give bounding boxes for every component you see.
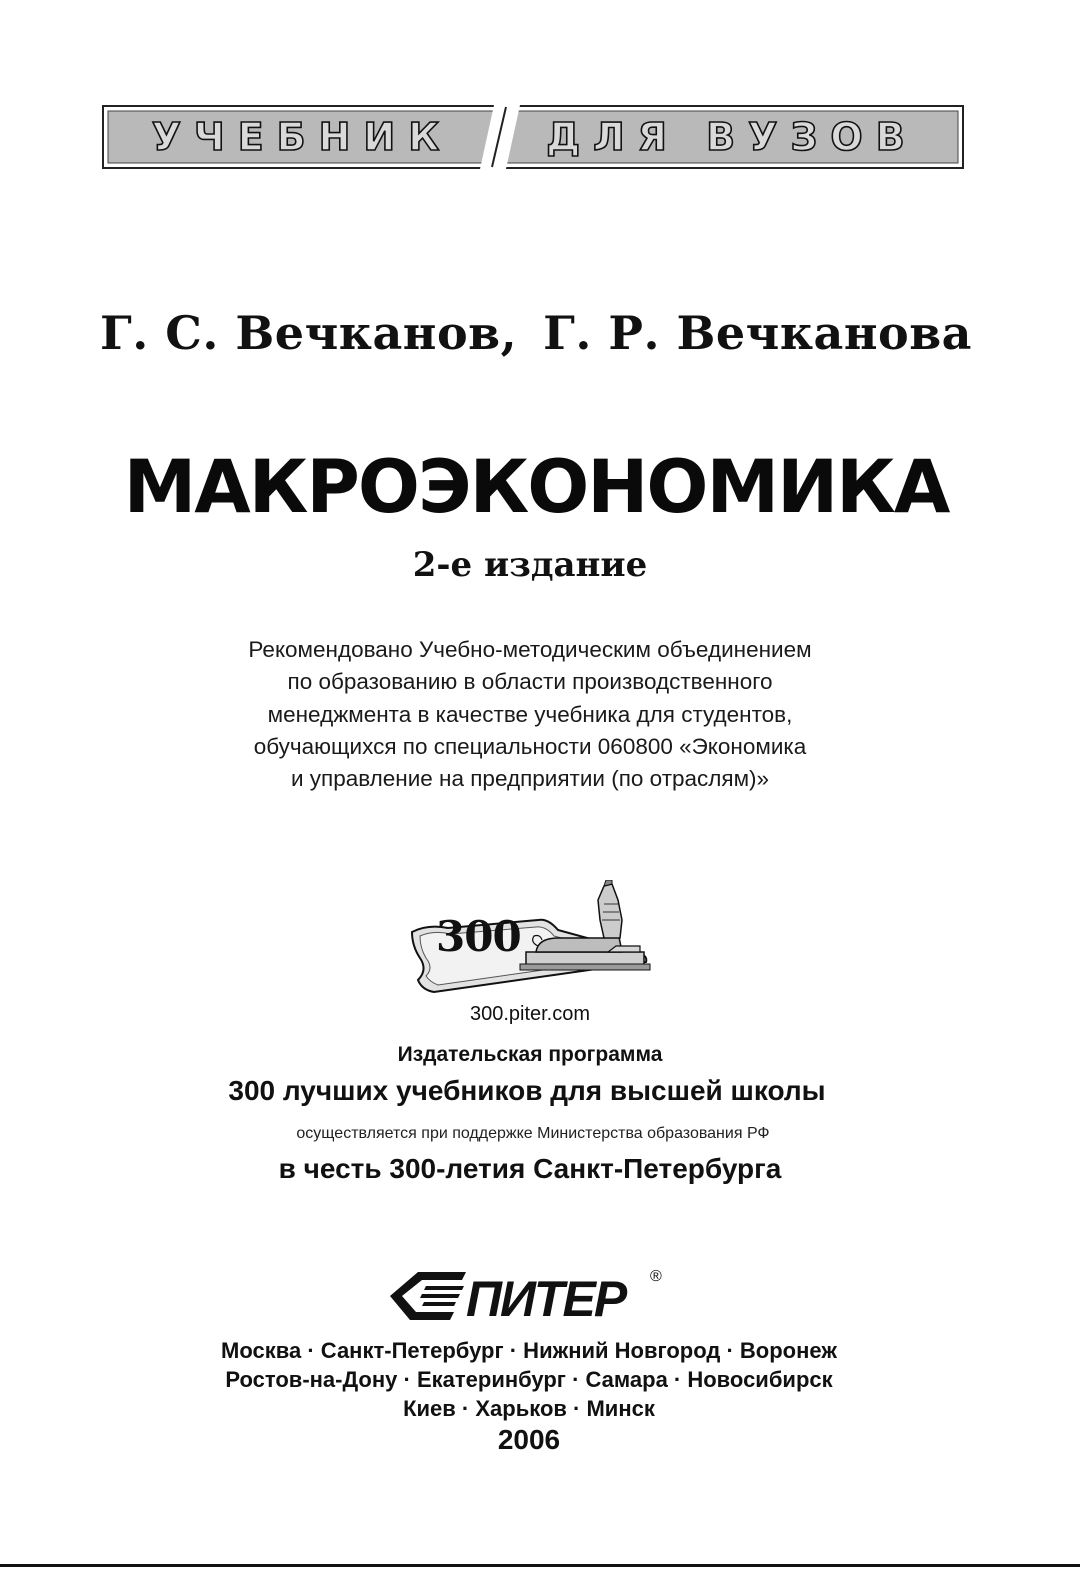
- cities-line: Москва · Санкт-Петербург · Нижний Новгород · Воронеж: [221, 1338, 837, 1363]
- author-first: Г. С. Вечканов,: [100, 306, 518, 360]
- recommendation-line: менеджмента в качестве учебника для студентов,: [267, 701, 793, 727]
- program-label: Издательская программа: [397, 1043, 663, 1066]
- edition: 2-е издание: [412, 545, 648, 585]
- recommendation-line: по образованию в области производственного: [287, 669, 773, 695]
- program-site: 300.piter.com: [469, 1003, 591, 1025]
- series-label-left: УЧЕБНИК: [151, 115, 453, 159]
- bottom-rule: [0, 1564, 1080, 1567]
- program-name: 300 лучших учебников для высшей школы: [228, 1075, 826, 1106]
- cities-line: Киев · Харьков · Минск: [403, 1396, 655, 1421]
- series-banner-graphic: [102, 105, 964, 169]
- piter-logo-icon: [388, 1268, 468, 1324]
- publication-year: 2006: [497, 1424, 561, 1455]
- cities-line: Ростов-на-Дону · Екатеринбург · Самара · Новосибирск: [225, 1367, 833, 1392]
- recommendation-line: обучающихся по специальности 060800 «Экономика: [253, 733, 807, 759]
- recommendation-line: Рекомендовано Учебно-методическим объединением: [248, 637, 812, 662]
- series-banner: [102, 105, 964, 169]
- registered-mark: ®: [650, 1268, 662, 1285]
- series-label-right: ДЛЯ ВУЗОВ: [546, 115, 918, 159]
- program-anniversary: в честь 300-летия Санкт-Петербурга: [278, 1153, 782, 1184]
- author-second: Г. Р. Вечканова: [543, 306, 972, 360]
- publisher-name: ПИТЕР: [466, 1271, 626, 1327]
- recommendation: [0, 634, 1060, 795]
- publisher-cities: [0, 1336, 1058, 1423]
- program-emblem: [408, 880, 658, 995]
- program-support: осуществляется при поддержке Министерства образования РФ: [296, 1125, 770, 1142]
- authors: [0, 306, 1072, 360]
- book-title: МАКРОЭКОНОМИКА: [123, 445, 949, 530]
- recommendation-line: и управление на предприятии (по отраслям)»: [290, 766, 770, 792]
- emblem-number: 300: [436, 912, 521, 961]
- publisher-logo: [388, 1268, 678, 1327]
